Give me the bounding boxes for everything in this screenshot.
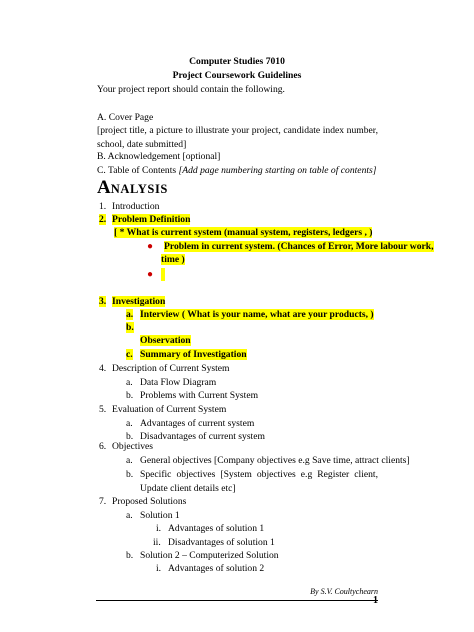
subitem-roman: i.: [156, 563, 162, 574]
acknowledgement-item: B. Acknowledgement [optional]: [97, 151, 221, 162]
toc-note: [Add page numbering starting on table of contents]: [178, 165, 377, 176]
item-introduction: Introduction: [112, 201, 160, 212]
evaluation-advantages: Advantages of current system: [140, 418, 255, 429]
solution-2: Solution 2 – Computerized Solution: [140, 550, 279, 561]
objectives-specific: Specific objectives [System objectives e.g Register client, Update client details etc]: [140, 469, 378, 494]
analysis-heading: [97, 178, 168, 201]
solution-1: Solution 1: [140, 510, 180, 521]
problem-bullet-1-line2: time ): [161, 254, 185, 265]
subitem-letter: b.: [126, 431, 134, 442]
footer-author: By S.V. Coultychearn: [310, 587, 378, 596]
investigation-summary: Summary of Investigation: [140, 349, 247, 360]
solution-1-advantages: Advantages of solution 1: [168, 523, 265, 534]
subitem-letter: a.: [126, 309, 134, 320]
page-number: 1: [373, 595, 378, 606]
item-number: 7.: [99, 496, 107, 507]
item-number: 6.: [99, 441, 107, 452]
cover-page-details: [project title, a picture to illustrate your project, candidate index number, school, date submitted]: [97, 125, 378, 150]
item-number: 4.: [99, 363, 107, 374]
subitem-letter: b.: [126, 322, 134, 333]
subitem-letter: a.: [126, 510, 133, 521]
item-number: 2.: [99, 214, 107, 225]
item-description: Description of Current System: [112, 363, 230, 374]
problem-bullet-1-line1: Problem in current system. (Chances of Error, More labour work,: [164, 241, 434, 252]
item-number: 5.: [99, 404, 107, 415]
solution-2-advantages: Advantages of solution 2: [168, 563, 265, 574]
subitem-letter: b.: [126, 469, 134, 480]
bullet-icon: ●: [147, 241, 154, 252]
cover-page-item: A. Cover Page: [97, 112, 154, 123]
document-subtitle: Project Coursework Guidelines: [172, 70, 302, 81]
description-problems: Problems with Current System: [140, 390, 259, 401]
solution-1-disadvantages: Disadvantages of solution 1: [168, 537, 275, 548]
item-evaluation: Evaluation of Current System: [112, 404, 227, 415]
intro-text: Your project report should contain the following.: [97, 84, 285, 95]
subitem-roman: ii.: [153, 537, 161, 548]
toc-label: C. Table of Contents: [97, 165, 177, 176]
subitem-letter: a.: [126, 377, 133, 388]
toc-item: [97, 164, 377, 178]
subitem-letter: c.: [126, 349, 133, 360]
item-objectives: Objectives: [112, 441, 154, 452]
analysis-heading-initial: A: [97, 177, 111, 198]
investigation-observation: Observation: [140, 335, 191, 346]
bullet-icon: ●: [147, 269, 154, 280]
investigation-interview: Interview ( What is your name, what are your products, ): [140, 309, 374, 320]
subitem-letter: b.: [126, 390, 134, 401]
objectives-general: General objectives [Company objectives e.g Save time, attract clients]: [140, 455, 410, 466]
subitem-letter: a.: [126, 455, 133, 466]
item-investigation: Investigation: [112, 296, 166, 307]
current-system-question: [ * What is current system (manual system, registers, ledgers , ): [114, 227, 373, 238]
item-number: 3.: [99, 296, 107, 307]
item-problem-definition: Problem Definition: [112, 214, 191, 225]
evaluation-disadvantages: Disadvantages of current system: [140, 431, 265, 442]
analysis-heading-rest: NALYSIS: [110, 182, 168, 196]
empty-highlight: [161, 268, 165, 281]
item-number: 1.: [99, 201, 107, 212]
item-proposed-solutions: Proposed Solutions: [112, 496, 187, 507]
footer-rule: [96, 600, 378, 601]
subitem-roman: i.: [156, 523, 162, 534]
subitem-letter: a.: [126, 418, 133, 429]
description-dfd: Data Flow Diagram: [140, 377, 217, 388]
document-title: Computer Studies 7010: [189, 56, 285, 67]
subitem-letter: b.: [126, 550, 134, 561]
